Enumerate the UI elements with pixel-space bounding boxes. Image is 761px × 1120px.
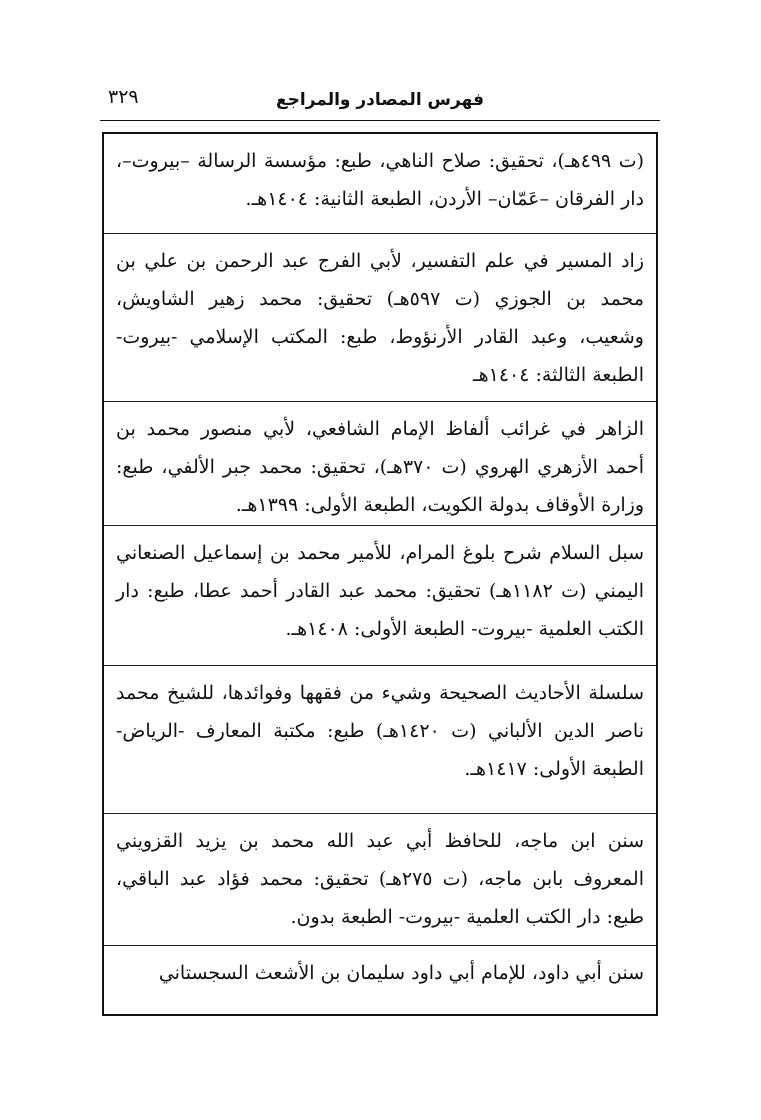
bibliography-box: [102, 132, 658, 1016]
page-header: [100, 84, 660, 118]
bibliography-entry: سبل السلام شرح بلوغ المرام، للأمير محمد بن إسماعيل الصنعاني اليمني (ت ١١٨٢هـ) تحقيق: محمد عبد القادر أحمد عطا، طبع: دار الكتب العلمية -بيروت- الطبعة الأولى: ١٤٠٨هـ.: [104, 526, 656, 666]
bibliography-entry: سنن أبي داود، للإمام أبي داود سليمان بن الأشعث السجستاني: [158, 962, 644, 984]
bibliography-entry: (ت ٤٩٩هـ)، تحقيق: صلاح الناهي، طبع: مؤسسة الرسالة –بيروت–، دار الفرقان –عَمّان– الأردن، الطبعة الثانية: ١٤٠٤هـ.: [104, 134, 656, 234]
bibliography-entry: سنن ابن ماجه، للحافظ أبي عبد الله محمد بن يزيد القزويني المعروف بابن ماجه، (ت ٢٧٥هـ) تحقيق: محمد فؤاد عبد الباقي، طبع: دار الكتب العلمية -بيروت- الطبعة بدون.: [104, 814, 656, 946]
bibliography-entry: الزاهر في غرائب ألفاظ الإمام الشافعي، لأبي منصور محمد بن أحمد الأزهري الهروي (ت ٣٧٠هـ)، تحقيق: محمد جبر الألفي، طبع: وزارة الأوقاف بدولة الكويت، الطبعة الأولى: ١٣٩٩هـ.: [104, 402, 656, 526]
page-title: فهرس المصادر والمراجع: [276, 90, 484, 110]
bibliography-entry: زاد المسير في علم التفسير، لأبي الفرج عبد الرحمن بن علي بن محمد بن الجوزي (ت ٥٩٧هـ) تحقيق: محمد زهير الشاويش، وشعيب، وعبد القادر الأرنؤوط، طبع: المكتب الإسلامي -بيروت- الطبعة الثالثة: ١٤٠٤هـ: [104, 234, 656, 402]
header-rule: [100, 120, 660, 121]
page-number: ٣٢٩: [108, 86, 139, 108]
bibliography-entry: سلسلة الأحاديث الصحيحة وشيء من فقهها وفوائدها، للشيخ محمد ناصر الدين الألباني (ت ١٤٢٠هـ) طبع: مكتبة المعارف -الرياض- الطبعة الأولى: ١٤١٧هـ.: [104, 666, 656, 814]
